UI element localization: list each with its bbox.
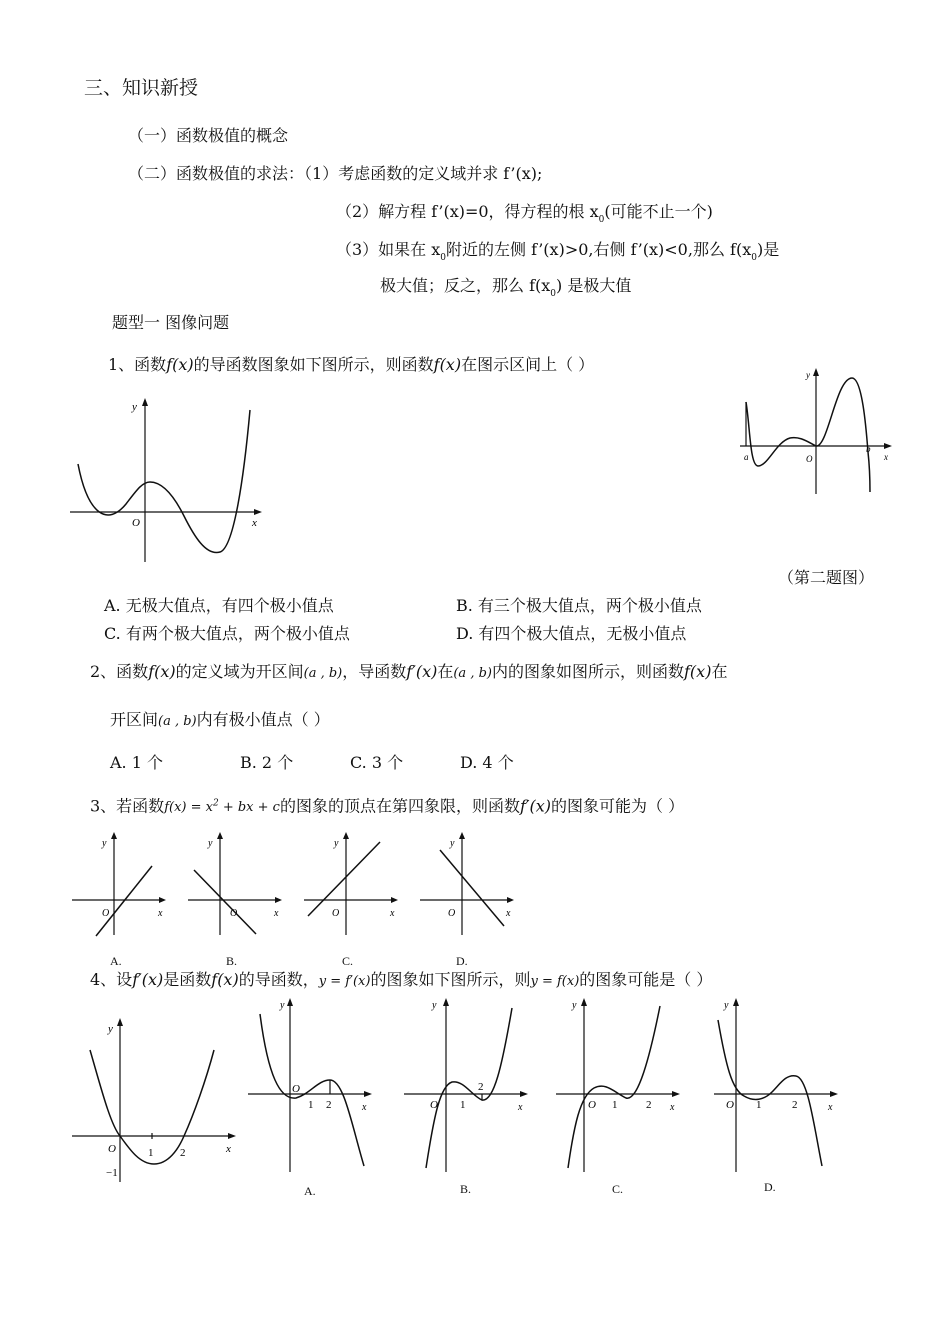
q3-formula-a: f(x) = x [164, 800, 213, 816]
step-3-line-2-subscript: 0 [550, 289, 557, 299]
derivative-curve [746, 378, 870, 492]
y-label: y [450, 838, 455, 849]
q2-line2-end: 内有极小值点（ ） [196, 710, 330, 729]
tick-neg1: −1 [106, 1167, 118, 1179]
q4-label-b: B. [460, 1182, 472, 1196]
q3-graph-c [302, 830, 402, 940]
q3-label-b: B. [226, 954, 238, 968]
cubic-curve [718, 1020, 822, 1166]
q4-graph-a [246, 996, 376, 1176]
q4-derivative-graph [70, 1014, 242, 1184]
q4-fx: f(x) [211, 970, 239, 989]
q2-fx: f(x) [148, 662, 176, 681]
origin-label: O [132, 517, 140, 529]
q4-label-a: A. [304, 1184, 316, 1198]
q4-graph-b [402, 996, 532, 1176]
step-3-line-2 [380, 276, 631, 299]
line-graph [194, 870, 256, 934]
origin-label: O [726, 1099, 734, 1111]
q1-option-a: A. 无极大值点，有四个极小值点 [104, 596, 334, 615]
section-title: 三、知识新授 [84, 77, 199, 99]
q1-option-d: D. 有四个极大值点，无极小值点 [456, 624, 687, 643]
arrow-icon [733, 998, 739, 1006]
q2-interval-2: (a , b) [453, 666, 492, 681]
arrow-icon [443, 998, 449, 1006]
tick-1: 1 [756, 1099, 762, 1111]
step-3-text-mid: 附近的左侧 f’(x)>0,右侧 f’(x)<0,那么 f(x [446, 240, 752, 259]
tick-2: 2 [180, 1147, 186, 1159]
q2-option-b: B. 2 个 [240, 753, 294, 772]
question-2-line-2 [110, 710, 330, 732]
tick-2: 2 [478, 1081, 484, 1093]
step-3-subscript-2: 0 [751, 253, 757, 263]
q4-label-d: D. [764, 1180, 776, 1194]
arrow-icon [507, 897, 514, 903]
origin-label: O [102, 908, 110, 919]
q4-text-c: 的导函数， [238, 970, 319, 989]
x-label: x [390, 908, 395, 919]
q1-derivative-graph [68, 396, 268, 566]
origin-label: O [332, 908, 340, 919]
q1-text-a: 1、函数 [108, 355, 167, 374]
q4-text-d: 的图象如下图所示，则 [370, 970, 531, 989]
step-3 [336, 240, 779, 263]
tick-1: 1 [308, 1099, 314, 1111]
x-label: x [506, 908, 511, 919]
q2-text-f: 在 [711, 662, 728, 681]
arrow-icon [830, 1091, 838, 1097]
q2-text-e: 内的图象如图所示，则函数 [491, 662, 684, 681]
question-1 [108, 355, 594, 375]
origin-label: O [588, 1099, 596, 1111]
y-label: y [280, 1000, 285, 1011]
tick-2: 2 [792, 1099, 798, 1111]
derivative-curve [78, 410, 250, 553]
q2-option-d: D. 4 个 [460, 753, 514, 772]
q4-graph-d [712, 996, 842, 1176]
arrow-icon [391, 897, 398, 903]
question-3 [90, 794, 684, 818]
step-3-text: （3）如果在 x [336, 240, 441, 259]
origin-label: O [806, 454, 813, 464]
q2-derivative-graph [738, 366, 898, 498]
step-3-line-2-end: ) 是极大值 [556, 276, 632, 295]
step-3-subscript: 0 [440, 253, 447, 263]
step-2-text: （2）解方程 f’(x)=0，得方程的根 x [336, 202, 599, 221]
a-label: a [744, 452, 749, 462]
tick-1: 1 [148, 1147, 154, 1159]
step-3-line-2-text: 极大值；反之，那么 f(x [380, 276, 551, 295]
q3-text-b: 的图象的顶点在第四象限，则函数 [279, 796, 520, 816]
x-label: x [518, 1102, 523, 1113]
q3-graph-b [186, 830, 286, 940]
q4-yfp: y = f′(x) [318, 974, 371, 989]
y-label: y [108, 1023, 113, 1035]
x-label: x [158, 908, 163, 919]
q3-formula [164, 800, 280, 815]
y-label: y [432, 1000, 437, 1011]
y-label: y [724, 1000, 729, 1011]
q3-text-c: 的图象可能为（ ） [551, 796, 685, 816]
q3-fpx: f′(x) [519, 796, 552, 816]
step-3-text-end: )是 [756, 240, 780, 259]
y-label: y [334, 838, 339, 849]
second-figure-caption: （第二题图） [778, 568, 875, 587]
q2-text-d: 在 [437, 662, 454, 681]
q4-label-c: C. [612, 1182, 624, 1196]
q3-formula-b: + bx + c [218, 800, 280, 816]
method-prefix: （二）函数极值的求法： [128, 164, 305, 183]
x-label: x [252, 517, 257, 529]
concept-heading: （一）函数极值的概念 [128, 126, 289, 145]
step-2-text-end: (可能不止一个) [604, 202, 713, 221]
q1-fx: f(x) [166, 355, 194, 374]
q2-interval: (a , b) [303, 666, 343, 681]
arrow-icon [287, 998, 293, 1006]
q4-text-a: 4、设 [90, 970, 133, 989]
q2-text-c: ，导函数 [342, 662, 407, 681]
x-label: x [884, 452, 888, 462]
arrow-icon [459, 832, 465, 839]
q1-option-c: C. 有两个极大值点，两个极小值点 [104, 624, 350, 643]
arrow-icon [217, 832, 223, 839]
q4-graph-c [554, 996, 684, 1176]
y-label: y [208, 838, 213, 849]
q3-formula-sup: 2 [212, 799, 219, 809]
arrow-icon [343, 832, 349, 839]
topic-heading: 题型一 图像问题 [112, 313, 230, 332]
q1-option-b: B. 有三个极大值点，两个极小值点 [456, 596, 702, 615]
x-label: x [274, 908, 279, 919]
arrow-icon [581, 998, 587, 1006]
arrow-icon [364, 1091, 372, 1097]
question-4 [90, 970, 712, 992]
step-2-subscript: 0 [598, 215, 605, 225]
q1-text-c: 在图示区间上（ ） [461, 355, 595, 374]
q1-text-b: 的导函数图象如下图所示，则函数 [193, 355, 434, 374]
cubic-curve [426, 1008, 512, 1168]
x-label: x [362, 1102, 367, 1113]
q4-text-e: 的图象可能是（ ） [579, 970, 713, 989]
q3-label-d: D. [456, 954, 468, 968]
cubic-curve [260, 1014, 364, 1166]
question-2 [90, 662, 727, 684]
x-label: x [670, 1102, 675, 1113]
y-label: y [132, 401, 137, 413]
q2-option-a: A. 1 个 [110, 753, 163, 772]
arrow-icon [520, 1091, 528, 1097]
arrow-icon [672, 1091, 680, 1097]
origin-label: O [448, 908, 456, 919]
method-heading [128, 164, 542, 184]
q1-fx-2: f(x) [433, 355, 462, 374]
q2-option-c: C. 3 个 [350, 753, 404, 772]
arrow-icon [117, 1018, 123, 1026]
q3-graph-a [70, 830, 170, 940]
cubic-curve [568, 1006, 660, 1168]
step-2 [336, 202, 713, 225]
line-graph [308, 842, 380, 916]
y-axis-arrow-icon [142, 398, 148, 406]
origin-label: O [108, 1143, 116, 1155]
x-label: x [828, 1102, 833, 1113]
b-label: b [866, 444, 871, 454]
line-graph [96, 866, 152, 936]
tick-2: 2 [326, 1099, 332, 1111]
q3-text-a: 3、若函数 [90, 796, 165, 816]
q3-label-c: C. [342, 954, 354, 968]
arrow-icon [159, 897, 166, 903]
q2-text-a: 2、函数 [90, 662, 149, 681]
x-axis-arrow-icon [884, 443, 892, 449]
y-label: y [572, 1000, 577, 1011]
y-axis-arrow-icon [813, 368, 819, 376]
origin-label: O [230, 908, 238, 919]
q4-text-b: 是函数 [163, 970, 212, 989]
q4-yf: y = f(x) [530, 974, 580, 989]
origin-label: O [430, 1099, 438, 1111]
arrow-icon [111, 832, 117, 839]
arrow-icon [275, 897, 282, 903]
q2-interval-3: (a , b) [158, 714, 197, 729]
x-label: x [226, 1143, 231, 1155]
q2-text-b: 的定义域为开区间 [175, 662, 304, 681]
q4-fpx: f′(x) [132, 970, 164, 989]
q2-line2-text: 开区间 [110, 710, 159, 729]
q3-graph-d [418, 830, 518, 940]
arrow-icon [228, 1133, 236, 1139]
y-label: y [102, 838, 107, 849]
q2-fx-2: f(x) [684, 662, 712, 681]
q3-label-a: A. [110, 954, 122, 968]
x-axis-arrow-icon [254, 509, 262, 515]
q2-fpx: f′(x) [406, 662, 438, 681]
y-label: y [806, 370, 810, 380]
tick-2: 2 [646, 1099, 652, 1111]
tick-1: 1 [460, 1099, 466, 1111]
tick-1: 1 [612, 1099, 618, 1111]
origin-label: O [292, 1083, 300, 1095]
step-1: （1）考虑函数的定义域并求 f’(x); [304, 164, 543, 183]
